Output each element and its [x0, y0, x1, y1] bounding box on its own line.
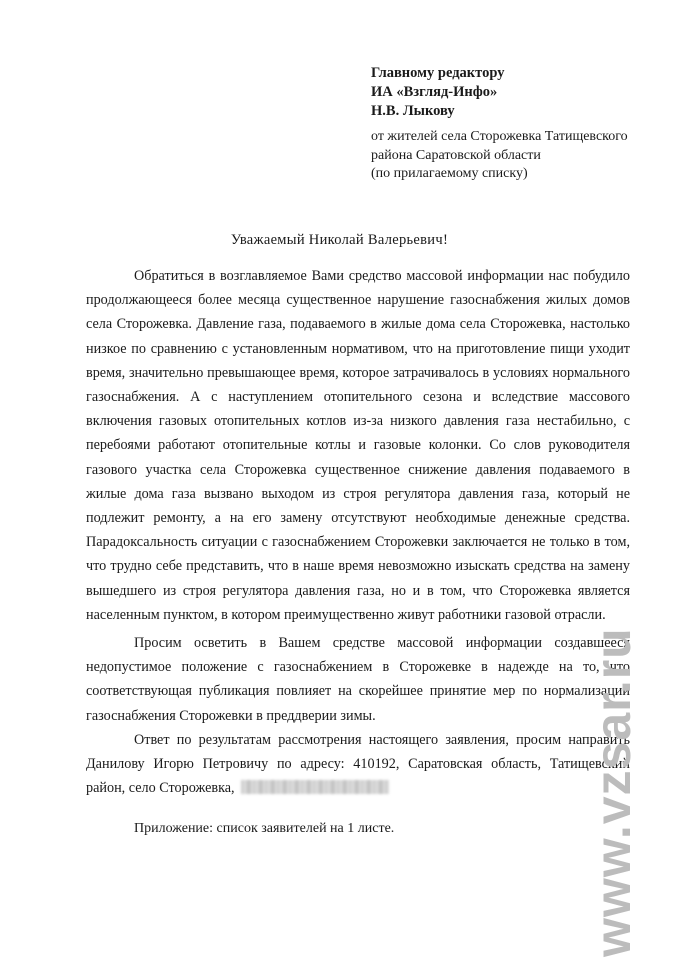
- salutation: Уважаемый Николай Валерьевич!: [230, 232, 449, 248]
- paragraph-text: Обратиться в возглавляемое Вами средство массовой информации нас побудило продолжающееся более месяца существенное нарушение газоснабжения жилых домов села Сторожевка. Давление газа, подаваемого в жилые дома села Сторожевка, настолько низкое по сравнению с установленным нормативом, что на приготовление пищи уходит время, значительно превышающее время, которое затрачивалось в условиях нормального газоснабжения. А с наступлением отопительного сезона и вследствие массового включения газовых отопительных котлов из-за низкого давления газа нестабильно, с перебоями работают отопительные котлы и газовые колонки. Со слов руководителя газового участка села Сторожевка существенное снижение давления подаваемого в жилые дома газа вызвано выходом из строя регулятора давления газа, который не подлежит ремонту, а на его замену отсутствуют необходимые денежные средства. Парадоксальность ситуации с газоснабжением Сторожевки заключается не только в том, что трудно себе представить, что в наше время невозможно изыскать средства на замену вышедшего из строя регулятора давления газа, но и в том, что Сторожевка является населенным пунктом, в котором преимущественно живут работники газовой отрасли.: [86, 268, 630, 623]
- body-paragraph-1: [86, 264, 630, 627]
- sender-line-3: (по прилагаемому списку): [371, 166, 528, 181]
- addressee-line-1: Главному редактору: [371, 65, 505, 81]
- sender-line-2: района Саратовской области: [371, 147, 541, 163]
- paragraph-text: [86, 728, 630, 801]
- sender-block: [371, 128, 661, 184]
- site-watermark: www.vzsar.ru: [585, 627, 641, 957]
- body-paragraph-2: [86, 631, 630, 728]
- addressee-block: [371, 64, 504, 121]
- redacted-address: [241, 780, 389, 794]
- paragraph-text: Просим осветить в Вашем средстве массовой информации создавшееся недопустимое положение с газоснабжением в Сторожевке в надежде на то, что соответствующая публикация повлияет на скорейшее принятие мер по нормализации газоснабжения Сторожевки в преддверии зимы.: [86, 635, 630, 724]
- addressee-line-2: ИА «Взгляд-Инфо»: [371, 84, 498, 100]
- attachment-note: Приложение: список заявителей на 1 листе.: [134, 821, 395, 836]
- body-paragraph-3: [86, 728, 630, 801]
- reply-address-text: Ответ по результатам рассмотрения настоящего заявления, просим направить Данилову Игорю Петровичу по адресу: 410192, Саратовская область, Татищевский район, село Сторожевка,: [86, 732, 630, 797]
- sender-line-1: от жителей села Сторожевка Татищевского: [371, 129, 628, 144]
- addressee-line-3: Н.В. Лыкову: [371, 103, 455, 119]
